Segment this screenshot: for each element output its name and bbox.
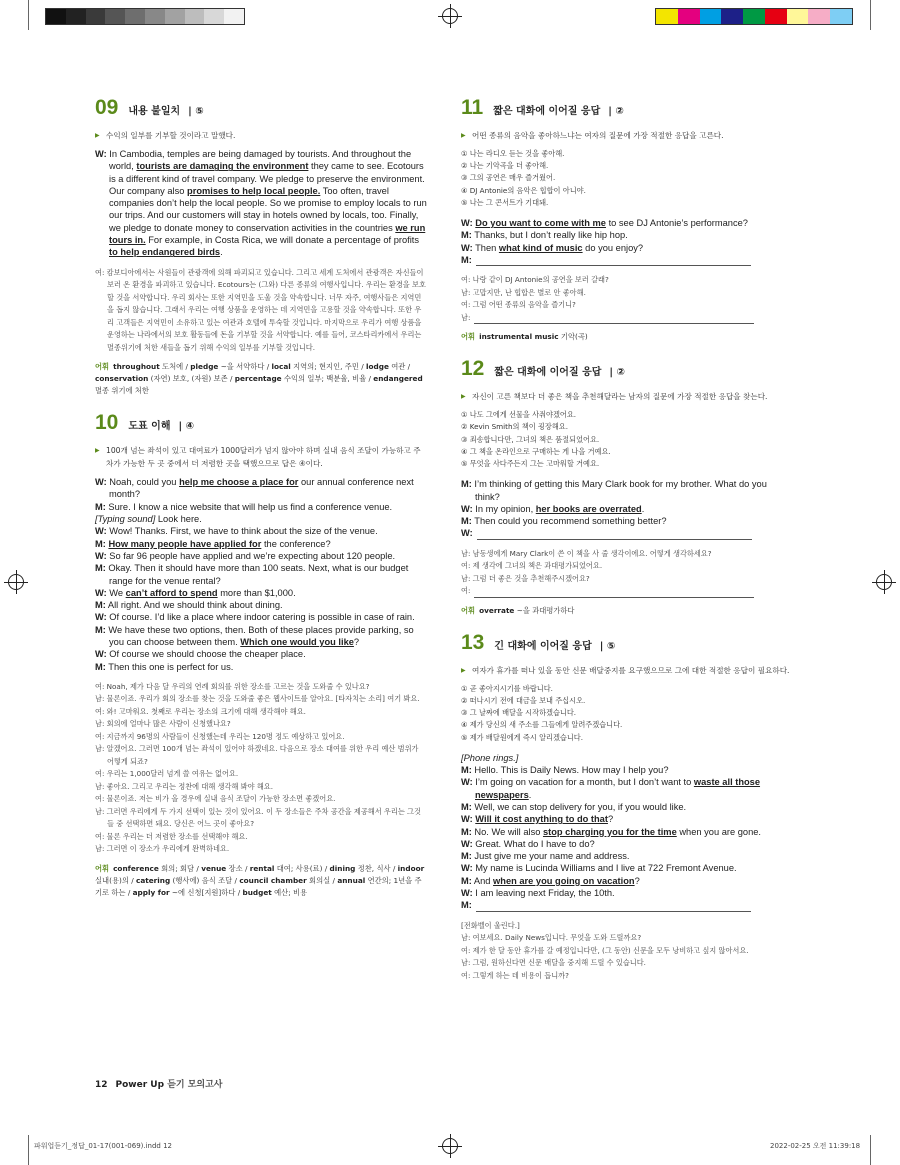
- dialog-line: [95, 648, 427, 660]
- gray-swatch: [224, 9, 244, 24]
- translation-line: 여: 물론 우리는 더 저렴한 장소를 선택해야 해요.: [95, 831, 248, 841]
- translation-line: 여: 그럼 어떤 종류의 음악을 즐기니?: [461, 300, 576, 310]
- book-subtitle: 듣기 모의고사: [164, 1080, 223, 1090]
- translation-line: 여: 제가 한 달 동안 휴가를 갈 예정입니다만, (그 동안) 신문을 모두 낭비하고 싶지 않아서요.: [461, 945, 749, 955]
- vocab-word: conservation: [95, 374, 149, 384]
- translation-line: 여: 나랑 같이 DJ Antonie의 공연을 보러 갈래?: [461, 275, 609, 285]
- vocab-meaning: 예산; 비용: [271, 887, 308, 897]
- answer-line: [474, 588, 754, 598]
- dialog-text: our annual conference next month?: [109, 477, 414, 500]
- color-swatch: [743, 9, 765, 24]
- vocab-word: percentage: [234, 374, 282, 384]
- vocab-word: dining: [329, 863, 356, 873]
- registration-mark-top: [442, 8, 458, 24]
- vocabulary: 어휘 conference 회의; 회담 / venue 장소 / rental 대여; 사용(료) / dining 정찬, 식사 / indoor 실내(용)의 / catering (행사에) 음식 조달 / council chamber 회의실 / annual 연간의; 1년을 주기로 하는 / apply for ~에 신청[지원]하다 / budget 예산; 비용: [95, 863, 425, 897]
- vocab-word: overrate: [479, 605, 515, 615]
- answer-line: [474, 314, 754, 324]
- vocab-meaning: 연간의; 1년을 주기로 하는 /: [95, 875, 422, 897]
- dialog-line: [461, 838, 793, 850]
- translation-line: 여: Noah, 제가 다음 달 우리의 연례 회의를 위한 장소를 고르는 것을 도와줄 수 있나요?: [95, 681, 370, 691]
- dialog-text: when you are gone.: [676, 826, 761, 837]
- color-swatch: [787, 9, 809, 24]
- speaker: W:: [461, 814, 473, 825]
- color-swatch: [808, 9, 830, 24]
- dialog-text: ?: [353, 637, 360, 648]
- vocab-word: indoor: [397, 863, 425, 873]
- translation-line: 남:: [461, 312, 793, 325]
- vocab-word: council chamber: [239, 875, 307, 885]
- date-slug: 2022-02-25 오전 11:39:18: [770, 1142, 861, 1150]
- answer-line: [476, 256, 751, 266]
- script: [461, 752, 793, 912]
- speaker: M:: [461, 479, 472, 490]
- dialog-text: We have these two options, then. Both of these places provide parking, so you can choose between them.: [105, 624, 414, 648]
- dialog-text: I am leaving next Friday, the 10th.: [472, 887, 615, 898]
- vocab-word: pledge: [190, 362, 219, 372]
- speaker: M:: [95, 538, 106, 549]
- registration-mark-bottom: [442, 1138, 458, 1154]
- dialog-text: Hello. This is Daily News. How may I help you?: [471, 765, 669, 776]
- option: ⑤ 무엇을 사다주든지 그는 고마워할 거예요.: [461, 459, 600, 469]
- dialog-text: My name is Lucinda Williams and I live at 722 Fremont Avenue.: [472, 863, 737, 874]
- key-phrase: Will it cost anything to do that: [475, 814, 608, 825]
- speaker: W:: [95, 612, 107, 623]
- file-slug: 파워업듣기_정답_01-17(001-069).indd 12: [34, 1142, 173, 1150]
- dialog-text: Then could you recommend something better?: [471, 516, 667, 527]
- vocab-meaning: ~을 서약하다 /: [218, 362, 272, 372]
- translation-line: 남: 좋아요. 그리고 우리는 정찬에 대해 생각해 봐야 해요.: [95, 781, 274, 791]
- question-type: 짧은 대화에 이어질 응답: [494, 367, 602, 379]
- key-phrase: stop charging you for the time: [542, 826, 677, 837]
- dialog-text: Okay. Then it should have more than 100 seats. Next, what is our budget range for the venue rental?: [105, 563, 409, 586]
- speaker: W:: [461, 218, 473, 229]
- question-number: 11: [461, 96, 484, 119]
- speaker: M:: [461, 230, 472, 241]
- vocab-word: budget: [242, 887, 272, 897]
- speaker: W:: [461, 528, 473, 539]
- dialog-line: [95, 550, 427, 562]
- vocab-meaning: 정찬, 식사 /: [355, 863, 398, 873]
- color-swatch: [656, 9, 678, 24]
- dialog-line: [95, 661, 427, 673]
- key-phrase: when are you going on vacation: [493, 875, 635, 886]
- answer: | ⑤: [188, 106, 204, 117]
- question-9: [95, 96, 427, 397]
- color-swatch: [700, 9, 722, 24]
- dialog-line: [461, 801, 793, 813]
- dialog-text: All right. And we should think about dining.: [105, 600, 283, 611]
- speaker: M:: [461, 826, 472, 837]
- dialog-text: Of course we should choose the cheaper place.: [106, 649, 306, 660]
- crop-mark: [28, 1135, 29, 1165]
- answer: | ②: [608, 106, 624, 117]
- speaker: M:: [461, 875, 472, 886]
- key-phrase: Which one would you like: [240, 637, 354, 648]
- option: ① 곧 좋아지시기를 바랍니다.: [461, 683, 553, 693]
- dialog-line: [461, 503, 793, 515]
- option: ④ 제가 당신의 새 주소를 그들에게 알려주겠습니다.: [461, 720, 623, 730]
- translation-line: 여: 우리는 1,000달러 넘게 쓸 여유는 없어요.: [95, 769, 239, 779]
- script: [461, 217, 793, 266]
- vocab-word: catering: [136, 875, 171, 885]
- translation-line: 남: 회의에 얼마나 많은 사람이 신청했나요?: [95, 719, 231, 729]
- dialog-text: Look here.: [155, 514, 202, 525]
- gray-swatch: [165, 9, 185, 24]
- speaker: W:: [461, 503, 473, 514]
- dialog-text: Then: [472, 242, 499, 253]
- explanation: ▶ 100개 넘는 좌석이 있고 대여료가 1000달러가 넘지 않아야 하며 실내 음식 조달이 가능하고 주차가 가능한 두 곳 중에서 더 저렴한 곳을 택했으므로 답은 ④이다.: [95, 444, 427, 470]
- gray-swatch: [46, 9, 66, 24]
- dialog-line: [461, 887, 793, 899]
- translation-line: 여: 지금까지 96명의 사람들이 신청했는데 우리는 120명 정도 예상하고 있어요.: [95, 731, 345, 741]
- dialog-line: [461, 776, 793, 801]
- speaker: M:: [95, 600, 106, 611]
- dialog-line: [461, 826, 793, 838]
- explanation: ▶ 수익의 일부를 기부할 것이라고 말했다.: [95, 129, 427, 142]
- vocab-word: local: [271, 362, 291, 372]
- translation-line: 남: 여보세요. Daily News입니다. 무엇을 도와 드릴까요?: [461, 933, 642, 943]
- option: ② 나는 기악곡을 더 좋아해.: [461, 161, 549, 171]
- option: ⑤ 나는 그 콘서트가 기대돼.: [461, 197, 549, 207]
- speaker: M:: [461, 801, 472, 812]
- dialog-text: We: [106, 587, 126, 598]
- dialog-line: [461, 850, 793, 862]
- gray-swatch: [125, 9, 145, 24]
- explanation: ▶ 자신이 고른 책보다 더 좋은 책을 추천해달라는 남자의 질문에 가장 적절한 응답을 찾는다.: [461, 390, 793, 403]
- vocab-word: apply for: [132, 887, 170, 897]
- vocab-word: conference: [113, 863, 159, 873]
- translation-line: 남: 고맙지만, 난 힙합은 별로 안 좋아해.: [461, 287, 586, 297]
- option: ① 나도 그에게 선물을 사줘야겠어요.: [461, 410, 577, 420]
- vocab-meaning: (행사에) 음식 조달 /: [170, 875, 240, 885]
- option: ④ 그 책을 온라인으로 구매하는 게 나을 거예요.: [461, 446, 611, 456]
- translation-line: 여: 물론이죠. 저는 비가 올 경우에 실내 음식 조달이 가능한 장소면 좋겠어요.: [95, 794, 336, 804]
- dialog-line: [95, 587, 427, 599]
- question-number: 10: [95, 411, 119, 435]
- question-13: [461, 631, 793, 982]
- key-phrase: her books are overrated: [535, 503, 642, 514]
- dialog-text: Wow! Thanks. First, we have to think about the size of the venue.: [106, 526, 378, 537]
- dialog-text: No. We will also: [471, 826, 543, 837]
- dialog-text: more than $1,000.: [217, 587, 296, 598]
- speaker: W:: [95, 550, 107, 561]
- dialog-line: [95, 501, 427, 513]
- vocab-meaning: 장소 /: [226, 863, 250, 873]
- vocabulary: 어휘 instrumental music 기악(곡): [461, 332, 588, 342]
- gray-swatch: [145, 9, 165, 24]
- dialog-text: Thanks, but I don’t really like hip hop.: [471, 230, 628, 241]
- dialog-text: So far 96 people have applied and we’re expecting about 120 people.: [106, 550, 396, 561]
- question-number: 12: [461, 357, 485, 381]
- translation: 여: 캄보디아에서는 사원들이 관광객에 의해 파괴되고 있습니다. 그리고 세계 도처에서 관광객은 자신들이 보러 온 환경을 파괴하고 있습니다. Ecotours는 (그와) 다른 종류의 여행사입니다. 우리는 환경을 보호할 것을 서약합니다. 우리 회사는 또한 지역민을 도울 것을 약속합니다. 너무 자주, 여행사들은 지역민을 돕지 않습니다. 그래서 우리는 여행 상품을 운영하는 데 지역민을 고용할 것을 약속합니다. 또한 우리 고객들은 지역민이 소유하고 있는 여관과 호텔에 투숙할 것입니다. 마지막으로 우리가 여행 상품을 운영하는 나라에서의 보호 활동들에 돈을 기부할 것을 서약합니다. 예를 들어, 코스타리카에서 우리는 멸종위기에 처한 새들을 돕기 위해 수익의 일부를 기부할 것입니다.: [95, 267, 426, 352]
- dialog-text: .: [528, 789, 532, 800]
- question-10: [95, 411, 427, 899]
- dialog-line: [461, 217, 793, 229]
- vocab-word: rental: [249, 863, 275, 873]
- translation-line: 남: 그럼, 원하신다면 신문 배달을 중지해 드릴 수 있습니다.: [461, 958, 646, 968]
- explanation: ▶ 어떤 종류의 음악을 좋아하느냐는 여자의 질문에 가장 적절한 응답을 고른다.: [461, 129, 793, 142]
- key-phrase: Do you want to come with me: [475, 218, 606, 229]
- vocab-meaning: 실내(용)의 /: [95, 875, 136, 885]
- color-swatch: [721, 9, 743, 24]
- script: W: In Cambodia, temples are being damaged by tourists. And throughout the world, tourists are damaging the environment they came to see. Ecotours is a different kind of travel company. We pledge to preserve the environment. Our company also promises to help local people. Too often, travel companies don’t help the local people. So we promise to employ locals to run our trips. And our customers will stay in hotels owned by locals, too. Finally, we pledge to donate money to conservation activities in the countries we run tours in. For example, in Costa Rica, we will donate a percentage of profits to help endangered birds.: [95, 149, 427, 258]
- dialog-line: [461, 752, 793, 764]
- speaker: M:: [95, 501, 106, 512]
- translation-line: 남: 남동생에게 Mary Clark이 쓴 이 책을 사 줄 생각이에요. 어떻게 생각하세요?: [461, 548, 712, 558]
- vocab-meaning: 회의; 회담 /: [158, 863, 202, 873]
- speaker: M:: [95, 624, 106, 635]
- dialog-text: Great. What do I have to do?: [472, 838, 595, 849]
- dialog-line: [461, 899, 793, 911]
- key-phrase: what kind of music: [498, 242, 583, 253]
- translation: [461, 274, 793, 324]
- key-phrase: help me choose a place for: [179, 477, 299, 488]
- vocab-meaning: 지역의; 현지인, 주민 /: [290, 362, 366, 372]
- translation-line: 남: 그러면 우리에게 두 가지 선택이 있는 것이 있어요. 이 두 장소들은 주차 공간을 제공해서 우리는 그것들 중 선택하면 돼요. 당신은 어느 곳이 좋아요?: [95, 806, 421, 829]
- option: ③ 그 날짜에 배달을 시작하겠습니다.: [461, 708, 577, 718]
- script: [95, 476, 427, 673]
- registration-mark-right: [876, 574, 892, 590]
- dialog-line: [95, 525, 427, 537]
- dialog-line: [461, 813, 793, 825]
- translation-line: 여: 와! 고마워요. 첫째로 우리는 장소의 크기에 대해 생각해야 해요.: [95, 706, 306, 716]
- dialog-text: do you enjoy?: [582, 242, 644, 253]
- key-phrase: How many people have applied for: [108, 538, 262, 549]
- vocab-meaning: 기악(곡): [558, 332, 588, 342]
- dialog-text: [Phone rings.]: [461, 752, 519, 763]
- gray-swatch: [185, 9, 205, 24]
- dialog-line: [461, 764, 793, 776]
- speaker: W:: [461, 863, 473, 874]
- option: ③ 죄송합니다만, 그녀의 책은 품절되었어요.: [461, 434, 600, 444]
- dialog-line: [461, 242, 793, 254]
- vocab-meaning: 멸종 위기에 처한: [95, 386, 149, 396]
- gray-swatch: [66, 9, 86, 24]
- speaker: M:: [95, 563, 106, 574]
- vocabulary: 어휘 throughout 도처에 / pledge ~을 서약하다 / local 지역의; 현지인, 주민 / lodge 여관 / conservation (자연) 보호, (자원) 보존 / percentage 수익의 일부; 백분율, 비율 / endangered 멸종 위기에 처한: [95, 362, 423, 396]
- option: ⑤ 제가 배달원에게 즉시 알리겠습니다.: [461, 732, 584, 742]
- gray-swatch: [204, 9, 224, 24]
- dialog-text: Then this one is perfect for us.: [105, 661, 234, 672]
- dialog-text: Well, we can stop delivery for you, if you would like.: [471, 801, 687, 812]
- dialog-text: Sure. I know a nice website that will help us find a conference venue.: [105, 501, 393, 512]
- translation-line: 남: 그럼 더 좋은 것을 추천해주시겠어요?: [461, 573, 590, 583]
- vocab-meaning: (자연) 보호, (자원) 보존 /: [148, 374, 235, 384]
- speaker: M:: [461, 900, 472, 911]
- option: ④ DJ Antonie의 음악은 힙합이 아니야.: [461, 185, 586, 195]
- speaker: W:: [461, 242, 473, 253]
- speaker: W:: [95, 587, 107, 598]
- color-swatch: [830, 9, 852, 24]
- key-phrase: waste all those newspapers: [475, 777, 761, 800]
- key-phrase: can’t afford to spend: [125, 587, 218, 598]
- vocab-meaning: 여관 /: [388, 362, 411, 372]
- color-swatch: [765, 9, 787, 24]
- translation-line: 남: 그러면 이 장소가 우리에게 완벽하네요.: [95, 844, 230, 854]
- dialog-line: [461, 229, 793, 241]
- dialog-line: [95, 538, 427, 550]
- crop-mark: [28, 0, 29, 30]
- vocab-word: lodge: [365, 362, 389, 372]
- dialog-text: .: [641, 503, 645, 514]
- vocab-meaning: 수익의 일부; 백분율, 비율 /: [281, 374, 374, 384]
- dialog-text: Noah, could you: [106, 477, 180, 488]
- dialog-text: [Typing sound]: [95, 514, 156, 525]
- dialog-text: Just give me your name and address.: [471, 851, 630, 862]
- speaker: W:: [461, 838, 473, 849]
- option: ② Kevin Smith의 책이 굉장해요.: [461, 422, 568, 432]
- dialog-text: ?: [607, 814, 614, 825]
- dialog-line: [95, 513, 427, 525]
- vocabulary: 어휘 overrate ~을 과대평가하다: [461, 605, 575, 615]
- dialog-text: the conference?: [261, 538, 331, 549]
- vocab-meaning: 도처에 /: [159, 362, 191, 372]
- vocab-word: instrumental music: [479, 332, 559, 342]
- page-number: 12: [95, 1080, 108, 1090]
- dialog-line: [461, 862, 793, 874]
- dialog-line: [95, 476, 427, 501]
- dialog-text: I’m thinking of getting this Mary Clark book for my brother. What do you think?: [471, 479, 767, 502]
- question-12: [461, 357, 793, 617]
- options: [461, 148, 793, 209]
- speaker: M:: [95, 661, 106, 672]
- question-number: 13: [461, 630, 485, 654]
- translation-line: 여: 제 생각에 그녀의 책은 과대평가되었어요.: [461, 561, 603, 571]
- answer: | ⑤: [599, 640, 616, 652]
- translation-line: 남: 알겠어요. 그러면 100개 넘는 좌석이 있어야 하겠네요. 다음으로 장소 대여를 위한 우리 예산 범위가 어떻게 되죠?: [95, 744, 419, 766]
- speaker: M:: [461, 765, 472, 776]
- answer-line: [477, 530, 752, 540]
- gray-swatch: [86, 9, 106, 24]
- dialog-line: [461, 875, 793, 887]
- dialog-line: [95, 599, 427, 611]
- dialog-text: In my opinion,: [472, 503, 536, 514]
- translation-line: [전화벨이 울린다.]: [461, 920, 520, 930]
- vocab-word: throughout: [113, 362, 160, 372]
- dialog-text: Of course. I’d like a place where indoor catering is possible in case of rain.: [106, 612, 415, 623]
- option: ① 나는 라디오 듣는 것을 좋아해.: [461, 149, 565, 158]
- options: [461, 409, 793, 470]
- crop-mark: [870, 0, 871, 30]
- question-type: 긴 대화에 이어질 응답: [494, 640, 592, 652]
- dialog-line: [95, 624, 427, 649]
- dialog-text: I’m going on vacation for a month, but I don’t want to: [472, 777, 694, 788]
- speaker: W:: [95, 477, 107, 488]
- vocab-meaning: ~을 과대평가하다: [514, 605, 575, 615]
- translation-line: 남: 물론이죠. 우리가 회의 장소를 찾는 것을 도와줄 좋은 웹사이트를 알아요. [타자치는 소리] 여기 봐요.: [95, 694, 420, 704]
- color-swatch-bar: [655, 8, 853, 25]
- color-swatch: [678, 9, 700, 24]
- vocab-word: venue: [201, 863, 227, 873]
- translation: [95, 681, 427, 856]
- question-type: 짧은 대화에 이어질 응답: [493, 106, 601, 117]
- speaker: M:: [461, 516, 472, 527]
- dialog-text: to see DJ Antonie’s performance?: [605, 218, 748, 229]
- options: [461, 683, 793, 744]
- question-type: 내용 불일치: [128, 106, 181, 117]
- dialog-line: [461, 254, 793, 266]
- vocab-meaning: 대여; 사용(료) /: [274, 863, 330, 873]
- option: ② 떠나시기 전에 대금을 보내 주십시오.: [461, 695, 586, 705]
- dialog-line: [95, 562, 427, 587]
- option: ③ 그의 공연은 매우 즐거웠어.: [461, 173, 556, 183]
- question-number: 09: [95, 96, 119, 119]
- dialog-line: [461, 478, 793, 503]
- explanation: ▶ 여자가 휴가를 떠나 있을 동안 신문 배달중지를 요구했으므로 그에 대한 적절한 응답이 필요하다.: [461, 664, 793, 677]
- vocab-meaning: 회의실 /: [306, 875, 338, 885]
- dialog-line: [95, 611, 427, 623]
- script: [461, 478, 793, 539]
- dialog-line: [461, 527, 793, 539]
- answer: | ④: [178, 421, 195, 433]
- translation: [461, 920, 793, 983]
- dialog-text: And: [471, 875, 494, 886]
- question-11: [461, 96, 793, 343]
- left-column: [95, 96, 427, 913]
- dialog-text: ?: [634, 875, 640, 886]
- translation: [461, 548, 793, 598]
- translation-line: 여:: [461, 585, 793, 598]
- translation-line: 여: 그렇게 하는 데 비용이 듭니까?: [461, 970, 569, 980]
- speaker: W:: [95, 649, 107, 660]
- speaker: W:: [461, 887, 473, 898]
- speaker: M:: [461, 254, 472, 265]
- answer: | ②: [609, 367, 626, 379]
- right-column: [461, 96, 793, 989]
- gray-swatch: [105, 9, 125, 24]
- answer-line: [476, 902, 751, 912]
- vocab-word: annual: [337, 875, 366, 885]
- dialog-line: [461, 515, 793, 527]
- speaker: W:: [461, 777, 473, 788]
- crop-mark: [870, 1135, 871, 1165]
- page-footer: [95, 1077, 223, 1090]
- registration-mark-left: [8, 574, 24, 590]
- vocab-meaning: ~에 신청[지원]하다 /: [169, 887, 243, 897]
- grayscale-bar: [45, 8, 245, 25]
- book-title: Power Up: [115, 1080, 165, 1090]
- vocab-word: endangered: [373, 374, 423, 384]
- speaker: M:: [461, 851, 472, 862]
- question-type: 도표 이해: [128, 421, 171, 433]
- speaker: W:: [95, 526, 107, 537]
